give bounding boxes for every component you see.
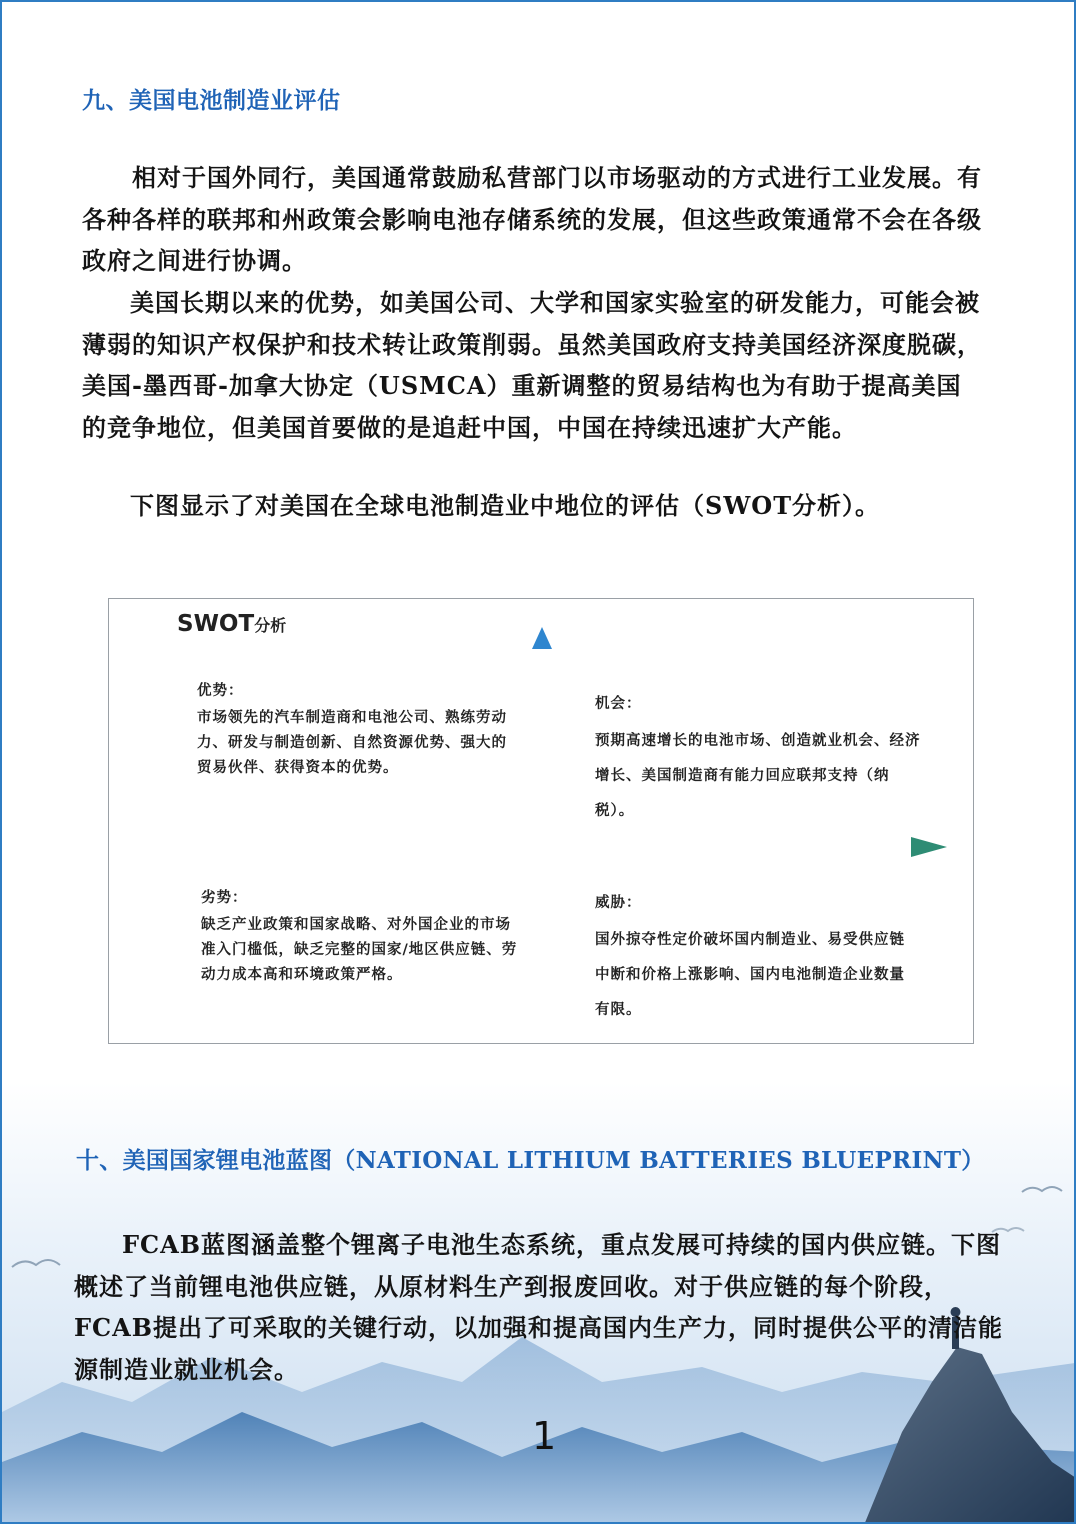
- section-10-paragraph: FCAB蓝图涵盖整个锂离子电池生态系统，重点发展可持续的国内供应链。下图概述了当前锂电池供应链，从原材料生产到报废回收。对于供应链的每个阶段，FCAB提出了可采取的关键行动，以加强和提高国内生产力，同时提供公平的清洁能源制造业就业机会。: [74, 1230, 1004, 1384]
- swot-opportunities: [595, 687, 925, 829]
- strengths-heading: 优势：: [197, 683, 244, 699]
- swot-threats: [595, 886, 915, 1028]
- opportunities-heading: 机会：: [595, 696, 642, 712]
- page-number: 1: [532, 1414, 557, 1458]
- swot-weaknesses: [201, 886, 521, 988]
- threats-heading: 威胁：: [595, 895, 642, 911]
- section-9-heading: 九、美国电池制造业评估: [82, 87, 341, 114]
- vertical-arrow-head: [532, 627, 552, 649]
- weaknesses-heading: 劣势：: [201, 890, 248, 906]
- threats-text: 国外掠夺性定价破坏国内制造业、易受供应链中断和价格上涨影响、国内电池制造企业数量有限。: [595, 932, 905, 1018]
- horizontal-arrow-head: [911, 837, 947, 857]
- section-9-paragraph-1: 相对于国外同行，美国通常鼓励私营部门以市场驱动的方式进行工业发展。有各种各样的联邦和州政策会影响电池存储系统的发展，但这些政策通常不会在各级政府之间进行协调。: [82, 163, 982, 275]
- swot-strengths: [197, 679, 507, 781]
- weaknesses-text: 缺乏产业政策和国家战略、对外国企业的市场准入门槛低，缺乏完整的国家/地区供应链、劳动力成本高和环境政策严格。: [201, 917, 518, 983]
- opportunities-text: 预期高速增长的电池市场、创造就业机会、经济增长、美国制造商有能力回应联邦支持（纳税）。: [595, 733, 921, 819]
- swot-title-latin: SWOT: [177, 611, 255, 637]
- swot-title-cn: 分析: [254, 616, 287, 635]
- swot-diagram: [108, 598, 974, 1044]
- section-9-paragraph-3: 下图显示了对美国在全球电池制造业中地位的评估（SWOT分析）。: [130, 491, 881, 520]
- strengths-text: 市场领先的汽车制造商和电池公司、熟练劳动力、研发与制造创新、自然资源优势、强大的贸易伙伴、获得资本的优势。: [197, 710, 507, 776]
- section-10-heading: 十、美国国家锂电池蓝图（NATIONAL LITHIUM BATTERIES BLUEPRINT）: [76, 1147, 985, 1174]
- section-9-paragraph-2: 美国长期以来的优势，如美国公司、大学和国家实验室的研发能力，可能会被薄弱的知识产权保护和技术转让政策削弱。虽然美国政府支持美国经济深度脱碳，美国-墨西哥-加拿大协定（USMCA）重新调整的贸易结构也为有助于提高美国的竞争地位，但美国首要做的是追赶中国，中国在持续迅速扩大产能。: [82, 288, 982, 442]
